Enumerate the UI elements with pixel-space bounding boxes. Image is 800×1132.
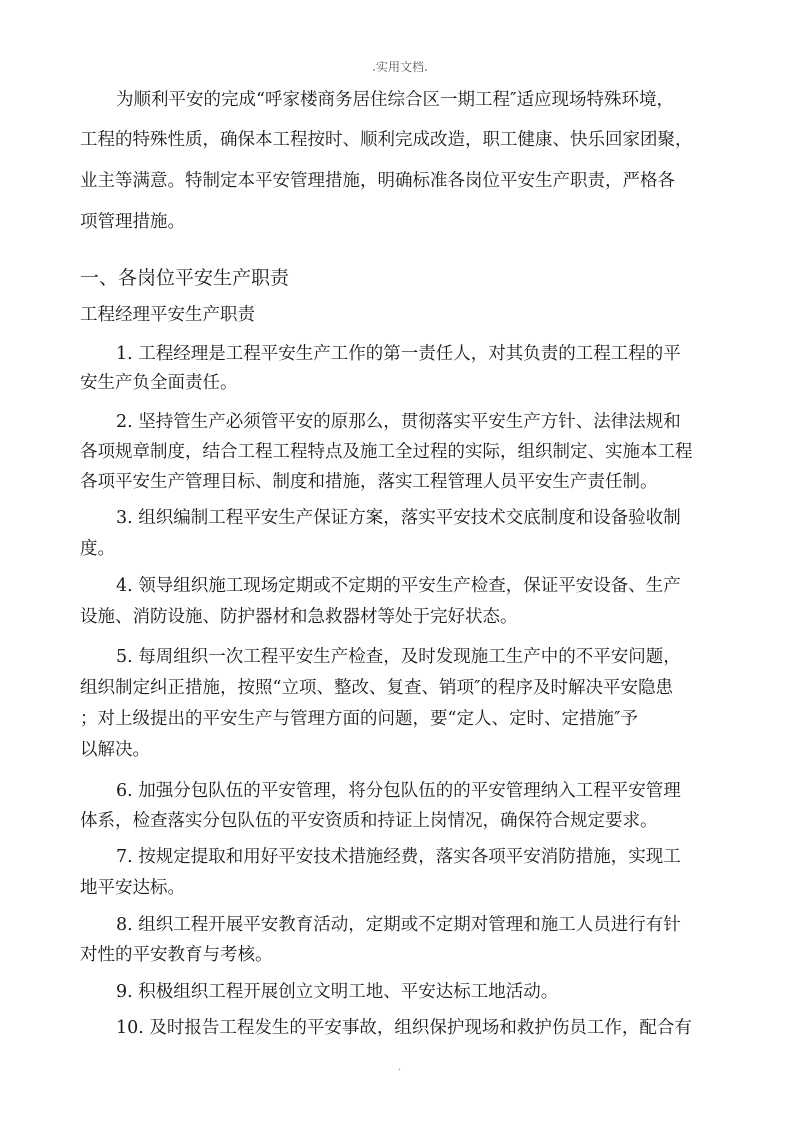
item-line: 10. 及时报告工程发生的平安事故，组织保护现场和救护伤员工作，配合有 — [116, 1018, 692, 1038]
item-line: 9. 积极组织工程开展创立文明工地、平安达标工地活动。 — [116, 982, 559, 1002]
page-header: .实用文档. — [372, 60, 428, 74]
item-line: 度。 — [80, 539, 115, 559]
item-line: 7. 按规定提取和用好平安技术措施经费，落实各项平安消防措施，实现工 — [116, 847, 681, 867]
item-line: 地平安达标。 — [80, 878, 185, 898]
subheading: 工程经理平安生产职责 — [80, 305, 255, 325]
item-line: 4. 领导组织施工现场定期或不定期的平安生产检查，保证平安设备、生产 — [116, 576, 681, 596]
item-line: 1. 工程经理是工程平安生产工作的第一责任人，对其负责的工程工程的平 — [116, 344, 681, 364]
item-line: 6. 加强分包队伍的平安管理，将分包队伍的的平安管理纳入工程平安管理 — [116, 781, 681, 801]
item-line: 各项规章制度，结合工程工程特点及施工全过程的实际，组织制定、实施本工程 — [80, 442, 693, 462]
item-line: 各项平安生产管理目标、制度和措施，落实工程管理人员平安生产责任制。 — [80, 472, 658, 492]
item-line: 组织制定纠正措施，按照“立项、整改、复查、销项″的程序及时解决平安隐患 — [80, 678, 673, 698]
section-heading: 一、各岗位平安生产职责 — [80, 267, 290, 289]
intro-line: 为顺利平安的完成“呼家楼商务居住综合区一期工程″适应现场特殊环境， — [116, 90, 674, 110]
page-footer: . — [398, 1062, 402, 1073]
item-line: 2. 坚持管生产必须管平安的原那么，贯彻落实平安生产方针、法律法规和 — [116, 412, 681, 432]
item-line: 以解决。 — [80, 740, 150, 760]
item-line: 8. 组织工程开展平安教育活动，定期或不定期对管理和施工人员进行有针 — [116, 915, 681, 935]
item-line: ；对上级提出的平安生产与管理方面的问题，要“定人、定时、定措施″予 — [80, 709, 638, 729]
intro-line: 业主等满意。特制定本平安管理措施，明确标准各岗位平安生产职责，严格各 — [80, 171, 675, 191]
item-line: 安生产负全面责任。 — [80, 373, 238, 393]
item-line: 3. 组织编制工程平安生产保证方案，落实平安技术交底制度和设备验收制 — [116, 508, 681, 528]
item-line: 体系，检查落实分包队伍的平安资质和持证上岗情况，确保符合规定要求。 — [80, 811, 658, 831]
intro-line: 项管理措施。 — [80, 212, 185, 232]
intro-line: 工程的特殊性质，确保本工程按时、顺利完成改造，职工健康、快乐回家团聚， — [80, 130, 693, 150]
item-line: 对性的平安教育与考核。 — [80, 945, 273, 965]
item-line: 设施、消防设施、防护器材和急救器材等处于完好状态。 — [80, 607, 518, 627]
item-line: 5. 每周组织一次工程平安生产检查，及时发现施工生产中的不平安问题， — [116, 647, 681, 667]
